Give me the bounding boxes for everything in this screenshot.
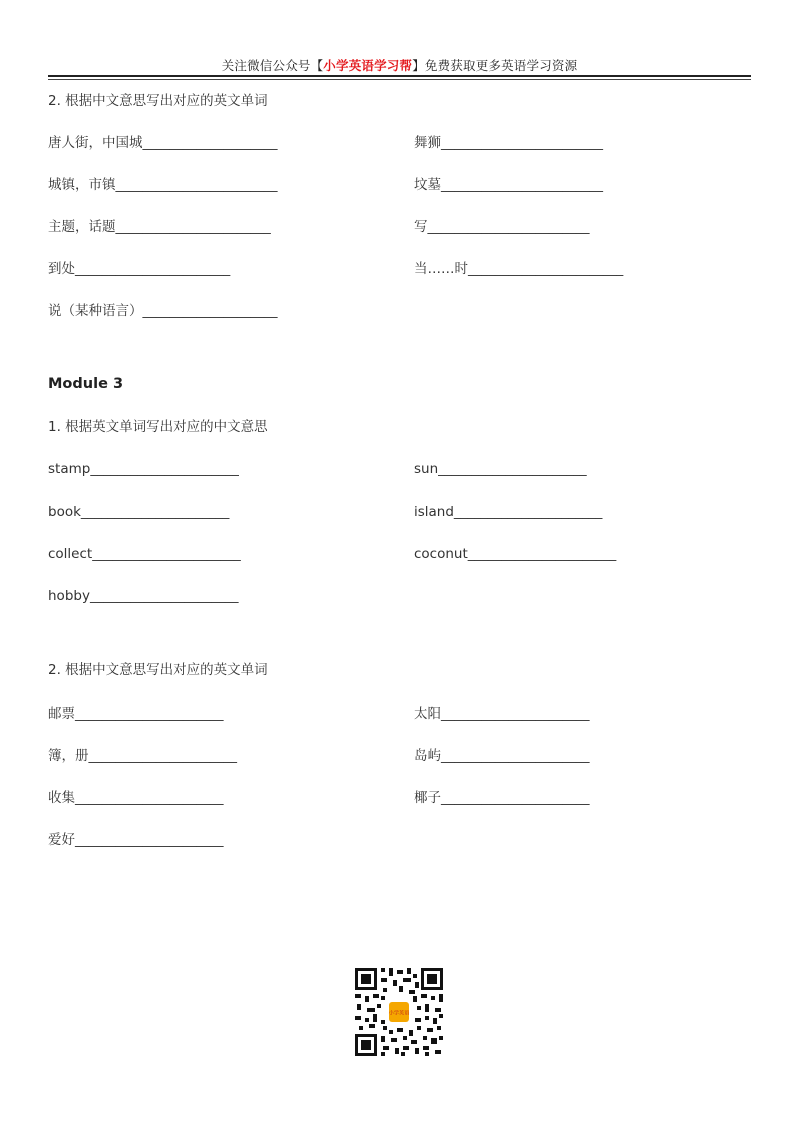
m3-q2-left-item: 收集______________________: [48, 790, 224, 806]
qr-code-image: [353, 966, 445, 1058]
header-brand: 小学英语学习帮: [323, 58, 413, 73]
m3-q2-left-item: 邮票______________________: [48, 706, 224, 722]
m3-q1-instruction: 1. 根据英文单词写出对应的中文意思: [48, 419, 268, 435]
header-rule-thin: [48, 79, 751, 80]
m2-q2-left-item: 唐人街，中国城____________________: [48, 135, 278, 151]
m3-q2-instruction: 2. 根据中文意思写出对应的英文单词: [48, 662, 268, 678]
m2-q2-right-item: 舞狮________________________: [414, 135, 603, 151]
header-bracket-open: 【: [310, 58, 324, 73]
m3-q2-right-item: 太阳______________________: [414, 706, 590, 722]
m2-q2-instruction: 2. 根据中文意思写出对应的英文单词: [48, 93, 268, 109]
qr-finder-top-left: [355, 968, 377, 990]
m2-q2-left-item: 城镇，市镇________________________: [48, 177, 278, 193]
qr-finder-top-right: [421, 968, 443, 990]
m2-q2-right-item: 写________________________: [414, 219, 590, 235]
page-header: [48, 56, 751, 74]
m3-q1-right-item: coconut______________________: [414, 546, 617, 562]
m3-q1-right-item: island______________________: [414, 504, 603, 520]
m3-q1-left-item: hobby______________________: [48, 588, 239, 604]
m2-q2-left-item: 到处_______________________: [48, 261, 231, 277]
header-rule-thick: [48, 75, 751, 77]
m3-q1-left-item: book______________________: [48, 504, 230, 520]
module-3-title: Module 3: [48, 376, 124, 392]
m3-q2-left-item: 爱好______________________: [48, 832, 224, 848]
m2-q2-right-item: 坟墓________________________: [414, 177, 603, 193]
m2-q2-right-item: 当……时_______________________: [414, 261, 624, 277]
m3-q1-left-item: collect______________________: [48, 546, 241, 562]
m2-q2-left-item: 主题，话题_______________________: [48, 219, 271, 235]
m3-q2-right-item: 岛屿______________________: [414, 748, 590, 764]
m3-q1-right-item: sun______________________: [414, 461, 587, 477]
header-bracket-close: 】: [412, 58, 425, 73]
qr-center-logo: [387, 1000, 411, 1024]
m2-q2-left-item: 说（某种语言）____________________: [48, 303, 278, 319]
m3-q2-right-item: 椰子______________________: [414, 790, 590, 806]
m3-q1-left-item: stamp______________________: [48, 461, 239, 477]
header-prefix: 关注微信公众号: [221, 58, 311, 73]
qr-center-text: 小学英语: [388, 1010, 410, 1017]
m3-q2-left-item: 簿，册______________________: [48, 748, 237, 764]
header-suffix: 免费获取更多英语学习资源: [424, 58, 578, 73]
qr-finder-bottom-left: [355, 1034, 377, 1056]
